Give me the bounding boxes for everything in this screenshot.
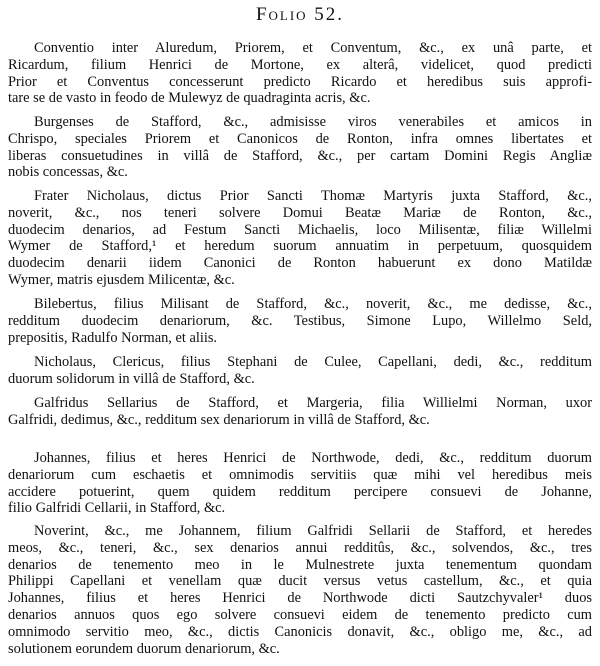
text-line: omnimodo servitio meo, &c., dictis Canonicis donavit, &c., obligo me, &c., ad bbox=[8, 623, 592, 640]
text-line: solutionem eorundem duorum denariorum, &c. bbox=[8, 640, 280, 657]
text-line: Nicholaus, Clericus, filius Stephani de Culee, Capellani, dedi, &c., redditum bbox=[34, 354, 592, 370]
text-line: duodecim denarios, ad Festum Sancti Michaelis, loco Milisentæ, filiæ Willelmi bbox=[8, 221, 592, 238]
text-line: Frater Nicholaus, dictus Prior Sancti Thomæ Martyris juxta Stafford, &c., bbox=[34, 188, 592, 204]
text-line: Conventio inter Aluredum, Priorem, et Conventum, &c., ex unâ parte, et bbox=[34, 40, 592, 56]
text-line: liberas consuetudines in villâ de Stafford, &c., per cartam Domini Regis Angliæ bbox=[8, 147, 592, 164]
text-line: tare se de vasto in feodo de Mulewyz de quadraginta acris, &c. bbox=[8, 90, 371, 107]
text-line: Wymer, matris ejusdem Milicentæ, &c. bbox=[8, 271, 235, 288]
text-line: meos, &c., teneri, &c., sex denarios annui redditûs, &c., solvendos, &c., tres bbox=[8, 539, 592, 556]
paragraph-galfridus bbox=[8, 395, 592, 429]
text-line: Philippi Capellani et venellam quæ ducit versus vetus castellum, &c., et quia bbox=[8, 573, 592, 590]
text-line: accidere potuerint, quem quidem redditum percipere consuevi de Johanne, bbox=[8, 483, 592, 500]
text-line: Johannes, filius et heres Henrici de Northwode, dedi, &c., redditum duorum bbox=[34, 450, 592, 466]
text-line: Galfridus Sellarius de Stafford, et Margeria, filia Willielmi Norman, uxor bbox=[34, 395, 592, 411]
text-line: denariorum cum eschaetis et omnimodis servitiis quæ mihi vel heredibus meis bbox=[8, 466, 592, 483]
text-line: filio Galfridi Cellarii, in Stafford, &c. bbox=[8, 500, 226, 517]
text-line: Galfridi, dedimus, &c., redditum sex denariorum in villâ de Stafford, &c. bbox=[8, 411, 430, 428]
paragraph-burgenses bbox=[8, 114, 592, 181]
text-line: Burgenses de Stafford, &c., admisisse viros venerabiles et amicos in bbox=[34, 114, 592, 130]
folio-heading: Folio 52. bbox=[255, 4, 345, 25]
text-line: Prior et Conventus concesserunt predicto Ricardo et heredibus suis approfi- bbox=[8, 73, 592, 90]
text-line: prepositis, Radulfo Norman, et aliis. bbox=[8, 329, 218, 346]
text-line: Johannes, filius et heres Henrici de Northwode dicti Sautzchyvaler¹ duos bbox=[8, 590, 592, 607]
text-line: duodecim denarii iidem Canonici de Ronton habuerunt ex dono Matildæ bbox=[8, 255, 592, 272]
text-line: Chrispo, speciales Priorem et Canonicos de Ronton, infra omnes libertates et bbox=[8, 130, 592, 147]
text-line: Noverint, &c., me Johannem, filium Galfridi Sellarii de Stafford, et heredes bbox=[34, 523, 592, 539]
paragraph-johannes bbox=[8, 450, 592, 517]
text-line: Bilebertus, filius Milisant de Stafford, &c., noverit, &c., me dedisse, &c., bbox=[34, 296, 592, 312]
paragraph-conventio bbox=[8, 40, 592, 107]
text-line: nobis concessas, &c. bbox=[8, 164, 128, 181]
text-line: denarios de tenemento meo in le Mulnestrete juxta tenementum quondam bbox=[8, 556, 592, 573]
text-line: noverit, &c., nos teneri solvere Domui Beatæ Mariæ de Ronton, &c., bbox=[8, 204, 592, 221]
text-line: duorum solidorum in villâ de Stafford, &c. bbox=[8, 370, 255, 387]
text-line: denarios annuos quos ego solvere consuevi eidem de tenemento predicto cum bbox=[8, 606, 592, 623]
text-line: redditum duodecim denariorum, &c. Testibus, Simone Lupo, Willelmo Seld, bbox=[8, 312, 592, 329]
text-line: Wymer de Stafford,¹ et heredum suorum annuatim in perpetuum, quosquidem bbox=[8, 238, 592, 255]
text-line: Ricardum, filium Henrici de Mortone, ex alterâ, videlicet, quod predicti bbox=[8, 56, 592, 73]
paragraph-frater-nicholaus bbox=[8, 188, 592, 289]
paragraph-noverint bbox=[8, 523, 592, 657]
paragraph-nicholaus-clericus bbox=[8, 354, 592, 388]
paragraph-bilebertus bbox=[8, 296, 592, 346]
